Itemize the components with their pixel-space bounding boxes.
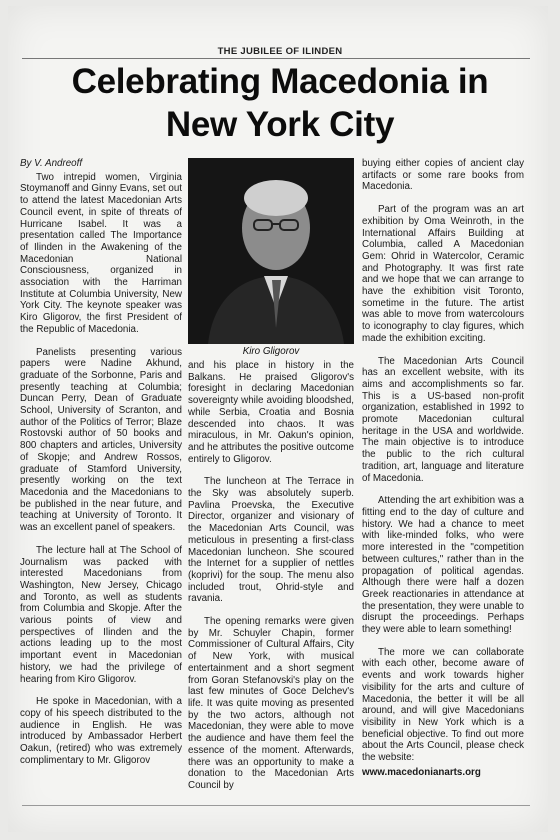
paragraph: and his place in history in the Balkans. He praised Gligorov's foresight in declaring Macedonian sovereignty while avoiding bloodshed, while Serbia, Croatia and Bosnia descended into chaos. It was miraculous, in Mr. Oakun's opinion, and he attributes the positive outcome entirely to Gligorov. (188, 360, 354, 465)
paragraph: The opening remarks were given by Mr. Schuyler Chapin, former Commissioner of Cultural Affairs, City of New York, with musical entertainment and a short segment from Goran Stefanovski's play on the last few minutes of Goce Delchev's life. It was quite moving as presented by the two actors, although not Macedonian, they were able to move the audience and have them feel the essence of the moment. Afterwards, there was an opportunity to make a donation to the Macedonian Arts Council by (188, 616, 354, 791)
paragraph: The lecture hall at The School of Journalism was packed with interested Macedonians from Washington, New Jersey, Chicago and Toronto, as well as students from Columbia and Skopje. After the various points of view and perspectives of Ilinden and the actions leading up to the most important event in Macedonian history, we had the privilege of hearing from Kiro Gligorov. (20, 544, 182, 685)
paragraph: The more we can collaborate with each other, become aware of events and work towards higher visibility for the arts and culture of Macedonia, the better it will be all around, and will give Macedonians visibility in New York which is a beneficial objective. To find out more about the Arts Council, please check the website: (362, 646, 524, 764)
headline-line-1: Celebrating Macedonia in (71, 62, 489, 101)
portrait-photo (188, 158, 354, 344)
byline: By V. Andreoff (20, 158, 83, 169)
portrait-illustration (188, 158, 354, 344)
paragraph: Part of the program was an art exhibition by Oma Weinroth, in the International Affairs Building at Columbia, called A Macedonian Gem: Ohrid in Watercolor, Ceramic and Photography. It was first rate and we hope that we can arrange to have the exhibition visit Toronto, sometime in the future. The artist was able to move from watercolours to iconography to clay figures, which made the exhibition exciting. (362, 204, 524, 344)
photo-caption: Kiro Gligorov (242, 346, 300, 357)
paragraph: Panelists presenting various papers were Nadine Akhund, graduate of the Sorbonne, Paris and presently teaching at Columbia; Duncan Perry, Dean of Graduate School, University of Scranton, and author of the Politics of Terror; Blaze Rostovski author of 50 books and 800 chapters and articles, University of Skopje; and Andrew Rossos, graduate of Stamford University, presently working on the text Macedonia and the Macedonians to be published in the near future, and teaching at University of Toronto. It was an excellent panel of speakers. (20, 346, 182, 534)
headline (0, 60, 560, 146)
headline-line-2: New York City (165, 105, 395, 144)
paragraph: Two intrepid women, Virginia Stoymanoff and Ginny Evans, set out to attend the latest Macedonian Arts Council event, in spite of threats of Hurricane Isabel. It was a presentation called The Importance of Ilinden in the Awakening of the Macedonian National Consciousness, organized in association with the Harriman Institute at Columbia University, New York City. The keynote speaker was Kiro Gligorov, the first President of the Republic of Macedonia. (20, 171, 182, 335)
section-kicker: THE JUBILEE OF ILINDEN (217, 46, 343, 57)
paragraph: The Macedonian Arts Council has an excellent website, with its aims and accomplishments so far. This is a US-based non-profit organization, established in 1992 to promote Macedonian cultural heritage in the USA and worldwide. The main objective is to introduce the public to the rich cultural tradition, art, language and literature of Macedonia. (362, 355, 524, 484)
column-right (362, 158, 524, 789)
paragraph: buying either copies of ancient clay artifacts or some rare books from Macedonia. (362, 158, 524, 193)
column-middle (188, 360, 354, 803)
paragraph: Attending the art exhibition was a fitting end to the day of culture and history. We had a chance to meet with like-minded folks, who were more interested in the "competition between cultures," rather than in the propagation of political agendas. Although there were half a dozen Greek reactionaries in attendance at the presentation, they were unable to disrupt the proceedings. Perhaps they were able to learn something! (362, 495, 524, 636)
paragraph: He spoke in Macedonian, with a copy of his speech distributed to the audience in English. He was introduced by Ambassador Herbert Oakun, (retired) who was extremely complimentary to Mr. Gligorov (20, 696, 182, 766)
website-link[interactable]: www.macedonianarts.org (362, 766, 481, 778)
bottom-rule (22, 805, 530, 806)
top-rule (22, 58, 530, 59)
column-left (20, 158, 182, 777)
paragraph: The luncheon at The Terrace in the Sky was absolutely superb. Pavlina Proevska, the Executive Director, organizer and visionary of the Macedonian Arts Council, was meticulous in presenting a first-class Macedonian luncheon. She scoured the Internet for a supplier of nettles (koprivi) for the soup. The menu also included trout, Ohrid-style and ravania. (188, 476, 354, 605)
